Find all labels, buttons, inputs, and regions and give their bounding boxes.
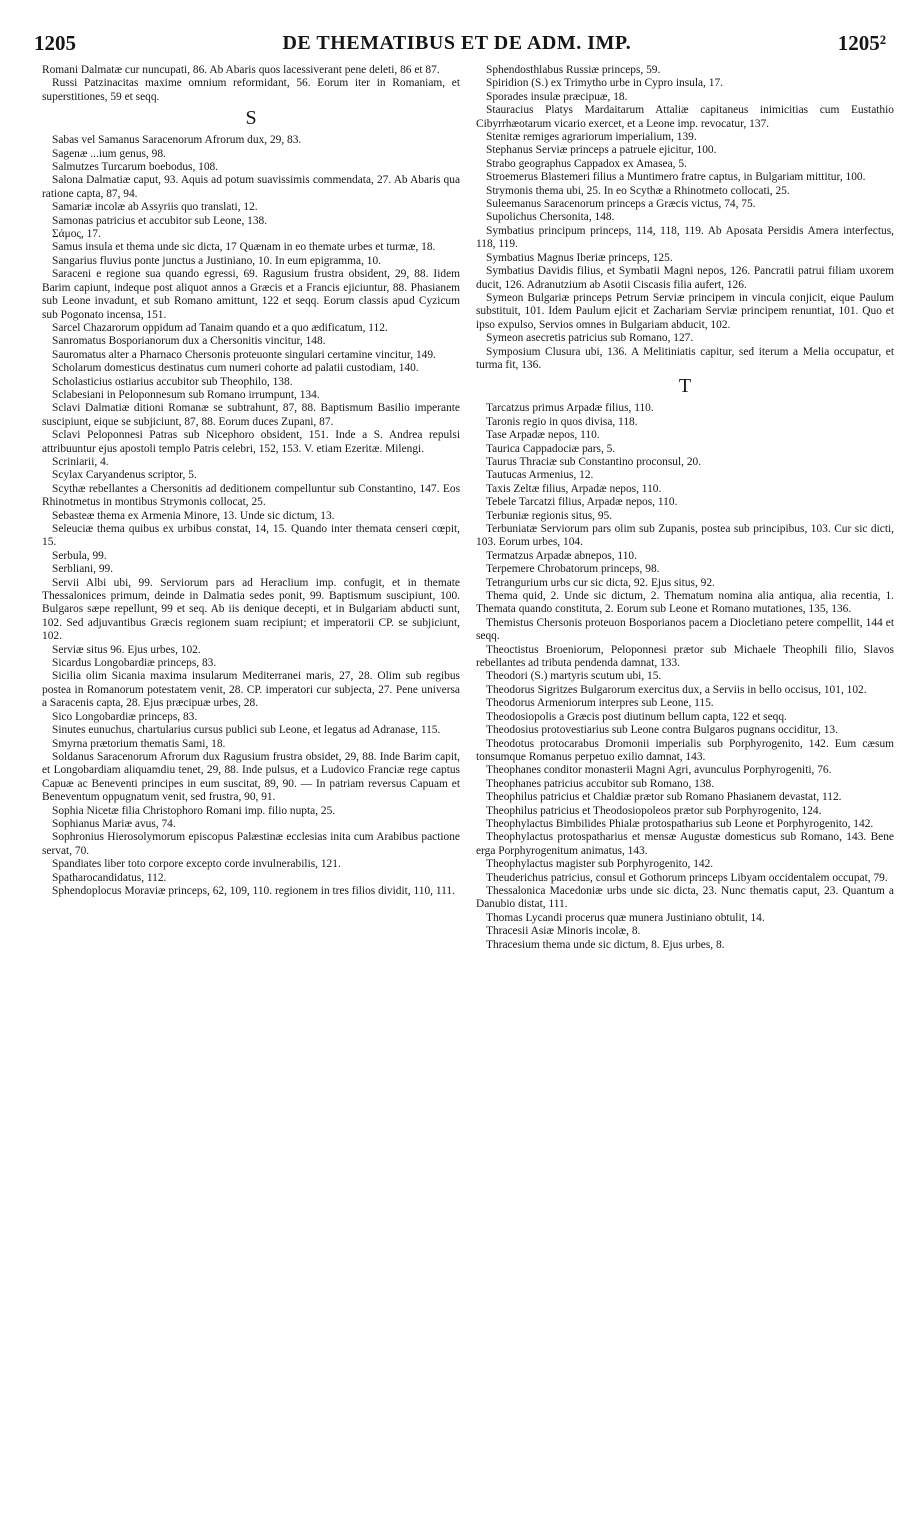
page-header — [34, 28, 886, 58]
index-entry: Sico Longobardiæ princeps, 83. — [52, 710, 198, 723]
index-entry: Scholarum domesticus destinatus cum numeri cohorte ad palatii custodiam, 140. — [52, 362, 419, 375]
index-entry: Stenitæ remiges agrariorum imperialium, 139. — [486, 131, 697, 144]
index-entry: Theophylactus magister sub Porphyrogenito, 142. — [486, 858, 714, 871]
index-entry: Saraceni e regione sua quando egressi, 69. Ragusium frustra obsident, 29, 88. Iidem Barim capiunt, indeque post aliquot annos a Græcis et a Francis ejiciuntur, 88. Phasianem sub Leone invadunt, et sub Romano amittunt, 122 et seqq. Eorum classis apud Cyzicum sub Pogonato incensa, 151. — [42, 268, 460, 321]
index-entry: Sophronius Hierosolymorum episcopus Palæstinæ ecclesias inita cum Arabibus pactione servat, 70. — [42, 831, 460, 857]
index-entry: Soldanus Saracenorum Afrorum dux Ragusium frustra obsidet, 29, 88. Inde Barim capit, et Longobardiam aliquamdiu tenet, 29, 88. Inde pulsus, et a Ludovico Franciæ rege captus Capuæ ac Beneventi principes in eum suscitat, 89, 90. — In patriam reversus Capuam et Beneventum oppugnatum venit, sed frustra, 90, 91. — [42, 750, 460, 804]
index-entry: Sagenæ ...ium genus, 98. — [52, 147, 166, 160]
index-entry: Thracesium thema unde sic dictum, 8. Ejus urbes, 8. — [486, 938, 725, 951]
index-entry: Stauracius Platys Mardaitarum Attaliæ capitaneus inimicitias cum Eustathio Cibyrrhæotarum vicario exercet, et a Leone imp. revocatur, 137. — [476, 104, 894, 130]
index-entry: Spiridion (S.) ex Trimytho urbe in Cypro insula, 17. — [486, 77, 723, 90]
index-entry: Thessalonica Macedoniæ urbs unde sic dicta, 23. Nunc thematis caput, 23. Quantum a Danubio distat, 111. — [476, 884, 894, 911]
index-entry: Theodorus Sigritzes Bulgarorum exercitus dux, a Serviis in bello occisus, 101, 102. — [486, 683, 867, 696]
index-entry: Sphendoplocus Moraviæ princeps, 62, 109, 110. regionem in tres filios dividit, 110, 111. — [52, 884, 455, 897]
index-entry: Terpemere Chrobatorum princeps, 98. — [486, 563, 660, 576]
index-entry: Thracesii Asiæ Minoris incolæ, 8. — [486, 925, 641, 938]
index-entry: Tase Arpadæ nepos, 110. — [486, 429, 600, 442]
index-entry: Stroemerus Blastemeri filius a Muntimero fratre captus, in Bulgariam mittitur, 100. — [486, 171, 866, 184]
index-entry: Taurica Cappadociæ pars, 5. — [486, 442, 616, 455]
index-entry: Theophilus patricius et Theodosiopoleos prætor sub Porphyrogenito, 124. — [486, 804, 822, 817]
index-entry: Sclavi Dalmatiæ ditioni Romanæ se subtrahunt, 87, 88. Baptismum Basilio imperante suscipiunt, eique se subjiciunt, 87, 88. Eorum duces Zupani, 87. — [42, 402, 460, 428]
index-entry: Theophilus patricius et Chaldiæ prætor sub Romano Phasianem devastat, 112. — [486, 791, 842, 804]
index-entry: Sebasteæ thema ex Armenia Minore, 13. Unde sic dictum, 13. — [52, 509, 335, 522]
index-entry: Strymonis thema ubi, 25. In eo Scythæ a Rhinotmeto collocati, 25. — [486, 184, 790, 197]
index-entry: Theodosiopolis a Græcis post diutinum bellum capta, 122 et seqq. — [486, 710, 787, 723]
index-entry: Sophia Nicetæ filia Christophoro Romani imp. filio nupta, 25. — [52, 804, 336, 817]
index-entry: Spandiates liber toto corpore excepto corde invulnerabilis, 121. — [52, 858, 341, 871]
index-entry: Sabas vel Samanus Saracenorum Afrorum dux, 29, 83. — [52, 134, 302, 147]
index-entry: Russi Patzinacitas maxime omnium reformidant, 56. Eorum iter in Romaniam, et superstitiones, 59 et seqq. — [42, 77, 460, 103]
index-entry: Symeon Bulgariæ princeps Petrum Serviæ principem in vincula conjicit, eique Paulum substituit, 101. Idem Paulum ejicit et Zachariam Serviæ principem renuntiat, 101. Quo et ipso expulso, Servios omnes in Bulgariam abducit, 102. — [476, 291, 894, 331]
section-letter: T — [678, 375, 692, 398]
index-entry: Supolichus Chersonita, 148. — [486, 211, 615, 224]
index-column-right — [476, 64, 894, 952]
index-entry: Serbliani, 99. — [52, 563, 114, 576]
index-entry: Symposium Clusura ubi, 136. A Melitiniatis capitur, sed iterum a Melia occupatur, et turma fit, 136. — [476, 345, 894, 371]
index-entry: Samonas patricius et accubitor sub Leone, 138. — [52, 214, 268, 227]
index-entry: Scriniarii, 4. — [52, 455, 109, 468]
index-entry: Taronis regio in quos divisa, 118. — [486, 415, 638, 428]
index-entry: Theophanes conditor monasterii Magni Agri, avunculus Porphyrogeniti, 76. — [486, 764, 832, 777]
index-entry: Sanromatus Bosporianorum dux a Chersonitis vincitur, 148. — [52, 335, 326, 348]
index-entry: Stephanus Serviæ princeps a patruele ejicitur, 100. — [486, 144, 717, 157]
index-entry: Scholasticius ostiarius accubitor sub Theophilo, 138. — [52, 375, 293, 388]
index-entry: Scythæ rebellantes a Chersonitis ad deditionem compelluntur sub Constantino, 147. Eos Rhinotmetus in montibus Strymonis collocat, 25. — [42, 482, 460, 509]
index-entry: Sphendosthlabus Russiæ princeps, 59. — [486, 64, 661, 76]
index-entry: Symeon asecretis patricius sub Romano, 127. — [486, 332, 694, 345]
index-entry: Thema quid, 2. Unde sic dictum, 2. Thematum nomina alia antiqua, alia recentia, 1. Themata quando constituta, 2. Eorum sub Leone et Romano mutationes, 135, 136. — [476, 590, 894, 616]
index-entry: Sclabesiani in Peloponnesum sub Romano irrumpunt, 134. — [52, 388, 320, 401]
index-entry: Strabo geographus Cappadox ex Amasea, 5. — [486, 157, 687, 170]
index-entry: Themistus Chersonis proteuon Bosporianos pacem a Diocletiano petere compellit, 144 et seqq. — [476, 616, 894, 643]
index-entry: Salmutzes Turcarum boebodus, 108. — [52, 161, 219, 174]
index-entry: Servii Albi ubi, 99. Serviorum pars ad Heraclium imp. confugit, et in themate Thessalonices primum, deinde in Dalmatia sedes ponit, 99. Baptismum suscipiunt, 100. Bulgaros sæpe repellunt, 99 et seq. Ab iis denique decepti, et in Bulgariam abducti sunt, 102. Sed adjuvantibus Græcis regionem suam recipiunt; et imperatorii CP. se subjiciunt, 102. — [42, 576, 460, 643]
index-entry: Sinutes eunuchus, chartularius cursus publici sub Leone, et legatus ad Adranase, 115. — [52, 724, 441, 737]
running-title: DE THEMATIBUS ET DE ADM. IMP. — [282, 31, 632, 54]
index-entry: Sicardus Longobardiæ princeps, 83. — [52, 657, 217, 670]
index-entry: Theodosius protovestiarius sub Leone contra Bulgaros pugnans occiditur, 13. — [486, 724, 838, 737]
index-entry: Spatharocandidatus, 112. — [52, 871, 167, 884]
index-entry: Theodotus protocarabus Dromonii imperialis sub Porphyrogenito, 142. Eum cæsum tonsumque Romanus perpetuo exilio damnat, 143. — [476, 737, 894, 763]
index-entry: Sophianus Mariæ avus, 74. — [52, 817, 176, 830]
index-entry: Sauromatus alter a Pharnaco Chersonis proteuonte singulari certamine vincitur, 149. — [52, 348, 436, 361]
section-letter: S — [245, 107, 257, 130]
index-entry: Serviæ situs 96. Ejus urbes, 102. — [52, 643, 201, 656]
index-entry: Theophylactus Bimbilides Phialæ protospatharius sub Leone et Porphyrogenito, 142. — [486, 817, 874, 830]
index-entry: Taxis Zeltæ filius, Arpadæ nepos, 110. — [486, 482, 662, 495]
index-entry: Samus insula et thema unde sic dicta, 17 Quænam in eo themate urbes et turmæ, 18. — [52, 241, 436, 254]
index-entry: Smyrna prætorium thematis Sami, 18. — [52, 737, 226, 750]
index-entry: Theophylactus protospatharius et mensæ Augustæ domesticus sub Romano, 143. Bene erga Porphyrogenitum animatus, 143. — [476, 831, 894, 857]
index-entry: Serbula, 99. — [52, 549, 107, 562]
index-entry: Scylax Caryandenus scriptor, 5. — [52, 469, 197, 482]
index-entry: Sclavi Peloponnesi Patras sub Nicephoro obsident, 151. Inde a S. Andrea repulsi attribuuntur ejus apostoli templo Patris celebri, 152, 153. V. etiam Ezeritæ. Milengi. — [42, 429, 460, 455]
index-entry: Terbuniæ regionis situs, 95. — [486, 509, 613, 522]
index-entry: Sangarius fluvius ponte junctus a Justiniano, 10. In eum epigramma, 10. — [52, 254, 382, 267]
index-entry: Sicilia olim Sicania maxima insularum Mediterranei maris, 27, 28. Olim sub regibus postea in Romanorum potestatem venit, 28. CP. imperatori cur subjecta, 27. Pene universa a Saracenis capta, 28. Ejus præcipuæ urbes, 28. — [42, 670, 460, 710]
index-entry: Tautucas Armenius, 12. — [486, 469, 594, 482]
page-number-left: 1205 — [34, 30, 76, 55]
index-entry: Sporades insulæ præcipuæ, 18. — [486, 90, 628, 103]
index-entry: Tarcatzus primus Arpadæ filius, 110. — [486, 402, 654, 415]
index-entry: Theuderichus patricius, consul et Gothorum princeps Libyam occidentalem occupat, 79. — [486, 871, 888, 884]
index-entry: Symbatius Magnus Iberiæ princeps, 125. — [486, 251, 673, 264]
index-entry: Termatzus Arpadæ abnepos, 110. — [486, 549, 637, 562]
index-entry: Theodori (S.) martyris scutum ubi, 15. — [486, 670, 662, 683]
index-entry: Terbuniatæ Serviorum pars olim sub Zupanis, postea sub principibus, 103. Cur sic dicti, 103. Eorum urbes, 104. — [476, 523, 894, 549]
index-entry: Tebele Tarcatzi filius, Arpadæ nepos, 110. — [486, 496, 678, 509]
index-entry: Seleuciæ thema quibus ex urbibus constat, 14, 15. Quando inter themata censeri cœpit, 15. — [42, 523, 460, 549]
index-entry: Samariæ incolæ ab Assyriis quo translati, 12. — [52, 201, 258, 214]
page-number-right: 1205² — [837, 30, 886, 55]
index-entry: Theoctistus Broeniorum, Peloponnesi prætor sub Michaele Theophili filio, Slavos rebellantes ad tributa pendenda damnat, 133. — [476, 643, 894, 670]
index-entry: Salona Dalmatiæ caput, 93. Aquis ad potum suavissimis commendata, 27. Ab Abaris qua ratione capta, 87, 94. — [42, 174, 460, 200]
index-entry: Tetrangurium urbs cur sic dicta, 92. Ejus situs, 92. — [486, 576, 715, 589]
index-entry: Theophanes patricius accubitor sub Romano, 138. — [486, 777, 715, 790]
index-entry: Romani Dalmatæ cur nuncupati, 86. Ab Abaris quos lacessiverant pene deleti, 86 et 87. — [42, 64, 440, 76]
index-entry: Thomas Lycandi procerus quæ munera Justiniano obtulit, 14. — [486, 911, 765, 924]
index-entry: Theodorus Armeniorum interpres sub Leone, 115. — [486, 697, 714, 710]
index-entry: Suleemanus Saracenorum princeps a Græcis victus, 74, 75. — [486, 198, 756, 211]
index-entry: Sarcel Chazarorum oppidum ad Tanaim quando et a quo ædificatum, 112. — [52, 321, 388, 334]
index-entry: Symbatius Davidis filius, et Symbatii Magni nepos, 126. Pancratii patrui filiam uxorem ducit, 126. Adranutzium ab Asotii Ciscasis filia aufert, 126. — [476, 265, 894, 291]
index-column-left — [42, 64, 460, 898]
index-entry: Σάμος, 17. — [52, 228, 101, 241]
index-entry: Taurus Thraciæ sub Constantino proconsul, 20. — [486, 455, 702, 468]
index-entry: Symbatius principum princeps, 114, 118, 119. Ab Aposata Persidis Amera interfectus, 118, 119. — [476, 224, 894, 251]
